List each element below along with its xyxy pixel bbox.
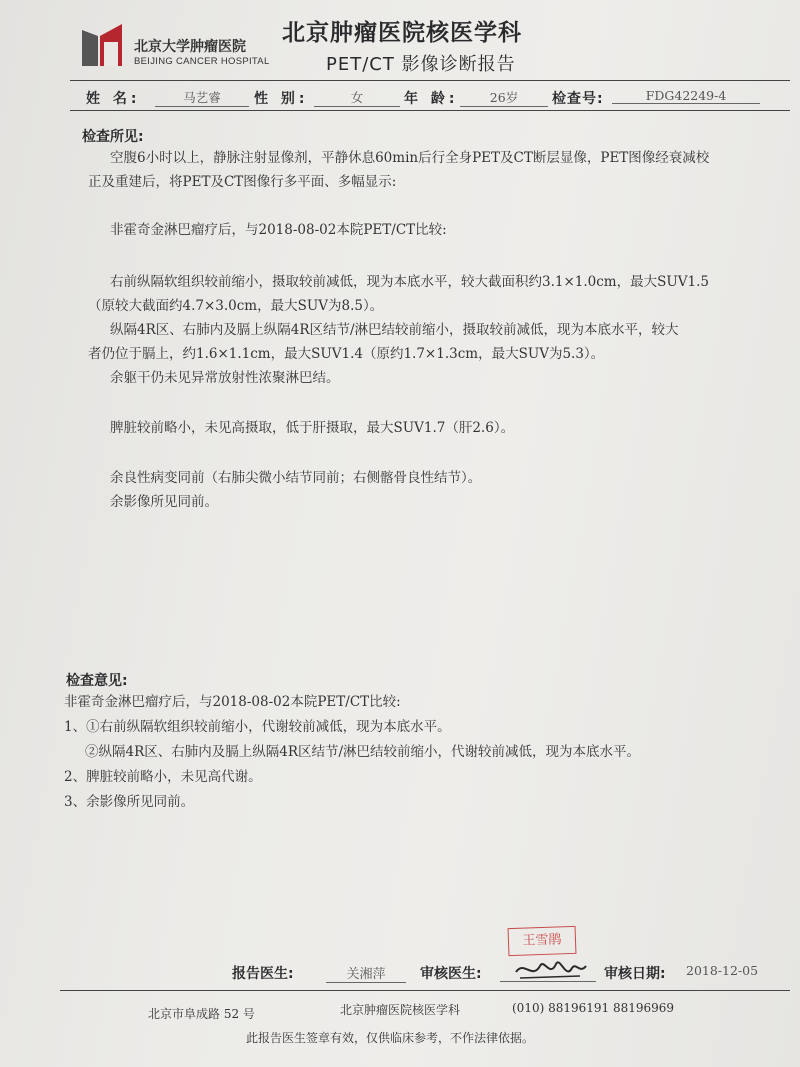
report-doctor: 关湘萍 [326,963,406,983]
findings-line: （原较大截面约4.7×3.0cm，最大SUV为8.5）。 [88,298,384,314]
header-divider-bottom [70,110,790,111]
findings-line: 余影像所见同前。 [110,494,218,510]
name-label: 姓 名: [86,91,141,107]
opinion-line: ②纵隔4R区、右肺内及膈上纵隔4R区结节/淋巴结较前缩小，代谢较前减低，现为本底水平。 [85,744,641,760]
opinion-line: 非霍奇金淋巴瘤疗后，与2018-08-02本院PET/CT比较: [64,694,401,710]
exam-number-label: 检查号: [552,91,604,107]
hospital-logo-icon [78,20,126,68]
findings-body [88,146,709,514]
findings-title: 检查所见: [82,129,144,145]
findings-spacer [88,390,709,416]
review-doctor-line [500,963,596,982]
department-title: 北京肿瘤医院核医学科 [282,20,522,46]
opinion-line: 2、脾脏较前略小，未见高代谢。 [64,769,262,785]
reviewer-stamp: 王雪鹃 [508,926,577,956]
footer-divider [60,990,790,991]
patient-sex: 女 [314,88,400,107]
header-divider-top [70,80,790,81]
hospital-logo [78,18,278,70]
contact-phone: (010) 88196191 88196969 [512,1001,675,1015]
opinion-body [64,690,640,815]
logo-chinese-name: 北京大学肿瘤医院 [134,39,246,55]
review-doctor-label: 审核医生: [420,966,482,982]
opinion-title: 检查意见: [66,673,128,689]
report-doctor-label: 报告医生: [232,966,294,982]
findings-spacer [88,440,709,466]
age-label: 年 龄: [404,91,459,107]
logo-english-name: BEIJING CANCER HOSPITAL [134,56,270,67]
findings-line: 者仍位于膈上，约1.6×1.1cm，最大SUV1.4（原约1.7×1.3cm，最大SUV为5.3）。 [88,346,605,362]
patient-age: 26岁 [460,88,548,107]
findings-line: 正及重建后，将PET及CT图像行多平面、多幅显示: [88,174,397,190]
findings-line: 余躯干仍未见异常放射性浓聚淋巴结。 [110,370,340,386]
opinion-line: 3、余影像所见同前。 [64,794,195,810]
report-title: PET/CT 影像诊断报告 [326,54,516,75]
findings-spacer [88,194,709,218]
exam-number: FDG42249-4 [612,88,760,104]
review-date-label: 审核日期: [604,966,666,982]
findings-line: 余良性病变同前（右肺尖微小结节同前；右侧髂骨良性结节）。 [110,470,482,486]
signature-row [0,957,800,987]
review-date: 2018-12-05 [686,963,759,978]
patient-name: 马艺睿 [155,88,249,107]
findings-line: 右前纵隔软组织较前缩小，摄取较前减低，现为本底水平，较大截面积约3.1×1.0cm，最大SUV1.5 [110,274,709,290]
findings-line: 脾脏较前略小，未见高摄取，低于肝摄取，最大SUV1.7（肝2.6）。 [110,420,515,436]
findings-spacer [88,242,709,270]
findings-line: 纵隔4R区、右肺内及膈上纵隔4R区结节/淋巴结较前缩小，摄取较前减低，现为本底水平，较大 [110,322,679,338]
sex-label: 性 别: [254,91,309,107]
patient-info-row [0,84,800,108]
opinion-line: 1、①右前纵隔软组织较前缩小，代谢较前减低，现为本底水平。 [64,719,451,735]
hospital-address: 北京市阜成路 52 号 [148,1007,255,1021]
department-name: 北京肿瘤医院核医学科 [340,1003,461,1017]
disclaimer-text: 此报告医生签章有效，仅供临床参考，不作法律依据。 [246,1031,535,1045]
findings-line: 非霍奇金淋巴瘤疗后，与2018-08-02本院PET/CT比较: [110,222,447,238]
findings-line: 空腹6小时以上，静脉注射显像剂，平静休息60min后行全身PET及CT断层显像，PET图像经衰减校 [110,150,710,166]
